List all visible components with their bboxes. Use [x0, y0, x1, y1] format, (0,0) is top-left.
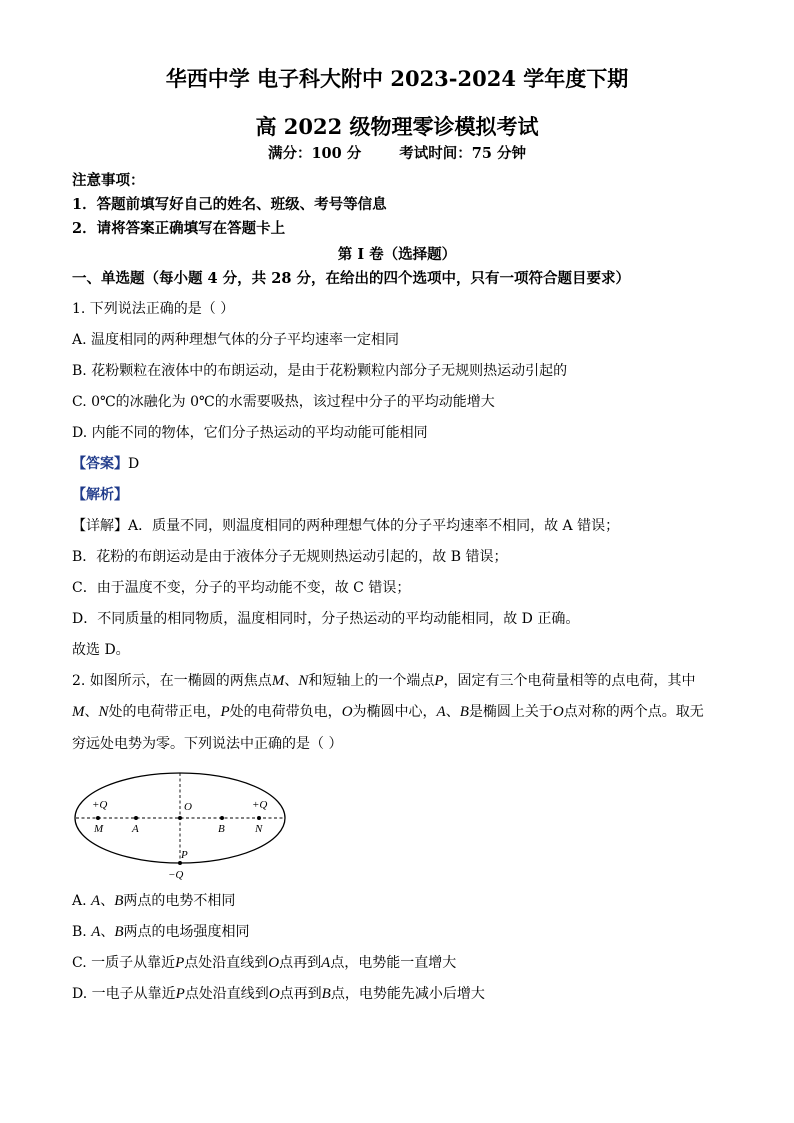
charge-label-left: +Q	[92, 799, 108, 811]
var: P	[175, 986, 185, 1002]
text: 、	[284, 673, 299, 689]
exam-info	[0, 147, 794, 162]
text: D. 一电子从靠近	[72, 986, 176, 1002]
q1-option-d: D. 内能不同的物体，它们分子热运动的平均动能可能相同	[72, 425, 428, 441]
var: P	[175, 955, 185, 971]
var: A	[91, 893, 101, 909]
notes-heading: 注意事项：	[72, 172, 145, 189]
text: 、	[445, 704, 460, 720]
full-score: 满分：100 分	[267, 145, 362, 162]
var: N	[298, 673, 309, 689]
var: O	[268, 955, 280, 971]
charge-label-bottom: −Q	[168, 869, 184, 881]
text: 、	[84, 704, 99, 720]
text: 、	[100, 924, 115, 940]
q1-option-a: A. 温度相同的两种理想气体的分子平均速率一定相同	[72, 332, 400, 348]
section-title: 第 I 卷（选择题）	[337, 246, 457, 263]
label-a: A	[132, 823, 139, 835]
text: 点对称的两个点。取无	[563, 704, 704, 720]
q1-detail-line: C．由于温度不变，分子的平均动能不变，故 C 错误；	[72, 580, 411, 596]
text: 点，电势能一直增大	[330, 955, 457, 971]
text: 点，电势能先减小后增大	[330, 986, 485, 1002]
label-m: M	[94, 823, 104, 835]
charge-label-right: +Q	[252, 799, 268, 811]
var: O	[341, 704, 353, 720]
var: O	[552, 704, 564, 720]
var: A	[321, 955, 331, 971]
text: 2. 如图所示，在一椭圆的两焦点	[72, 673, 272, 689]
text: C. 一质子从靠近	[72, 955, 176, 971]
var: M	[271, 673, 285, 689]
text: 为椭圆中心，	[352, 704, 437, 720]
text: 、	[100, 893, 115, 909]
text: 点处沿直线到	[184, 986, 269, 1002]
q1-detail-line	[72, 519, 619, 533]
label-p: P	[181, 849, 188, 861]
text: 是椭圆上关于	[468, 704, 553, 720]
var: B	[459, 704, 469, 720]
point-b	[220, 816, 224, 820]
ellipse-charge-diagram	[72, 770, 302, 882]
point-o	[178, 816, 182, 820]
q1-option-b: B. 花粉颗粒在液体中的布朗运动，是由于花粉颗粒内部分子无规则热运动引起的	[72, 363, 568, 379]
note-item: 1．答题前填写好自己的姓名、班级、考号等信息	[72, 196, 387, 213]
q1-detail-line: B．花粉的布朗运动是由于液体分子无规则热运动引起的，故 B 错误；	[72, 549, 508, 565]
label-b: B	[218, 823, 225, 835]
point-m	[96, 816, 100, 820]
q2-option-d	[72, 987, 485, 1002]
q1-analysis-tag	[72, 488, 128, 502]
var: A	[436, 704, 446, 720]
label-o: O	[184, 801, 192, 813]
label-n: N	[255, 823, 263, 835]
text: 处的电荷带正电，	[108, 704, 221, 720]
point-a	[134, 816, 138, 820]
text: 点再到	[279, 955, 322, 971]
var: A	[91, 924, 101, 940]
var: O	[268, 986, 280, 1002]
var: P	[220, 704, 230, 720]
q2-stem-line2	[72, 705, 704, 720]
point-p	[178, 861, 182, 865]
text: ，固定有三个电荷量相等的点电荷，其中	[443, 673, 696, 689]
text: 点再到	[279, 986, 322, 1002]
exam-time: 考试时间：75 分钟	[399, 145, 527, 162]
text: 处的电荷带负电，	[229, 704, 342, 720]
q2-option-a	[72, 894, 235, 909]
var: B	[114, 893, 124, 909]
detail-text: A．质量不同，则温度相同的两种理想气体的分子平均速率不相同，故 A 错误；	[128, 518, 620, 534]
var: B	[114, 924, 124, 940]
var: M	[72, 704, 85, 720]
q2-option-b	[72, 925, 250, 940]
text: 两点的电势不相同	[123, 893, 236, 909]
note-item: 2．请将答案正确填写在答题卡上	[72, 220, 286, 237]
q1-answer	[72, 457, 139, 471]
var: B	[321, 986, 331, 1002]
exam-title-line2: 高 2022 级物理零诊模拟考试	[255, 114, 539, 139]
text: A.	[72, 893, 92, 909]
part-heading: 一、单选题（每小题 4 分，共 28 分，在给出的四个选项中，只有一项符合题目要求）	[72, 270, 630, 287]
q1-detail-line: D．不同质量的相同物质，温度相同时，分子热运动的平均动能相同，故 D 正确。	[72, 611, 580, 627]
q1-option-c: C. 0℃的冰融化为 0℃的水需要吸热，该过程中分子的平均动能增大	[72, 394, 495, 410]
q1-conclusion: 故选 D。	[72, 642, 130, 658]
q2-option-c	[72, 956, 456, 971]
var: P	[434, 673, 444, 689]
answer-tag: 【答案】	[72, 456, 128, 472]
q2-stem-line3: 穷远处电势为零。下列说法中正确的是（ ）	[72, 736, 343, 752]
q1-stem: 1. 下列说法正确的是（ ）	[72, 301, 235, 317]
answer-value: D	[128, 456, 140, 472]
text: 和短轴上的一个端点	[308, 673, 435, 689]
var: N	[98, 704, 109, 720]
text: 两点的电场强度相同	[123, 924, 250, 940]
detail-tag: 【详解】	[72, 518, 128, 534]
text: 点处沿直线到	[184, 955, 269, 971]
text: B.	[72, 924, 92, 940]
q2-stem-line1	[72, 674, 696, 689]
exam-title-line1: 华西中学 电子科大附中 2023-2024 学年度下期	[165, 66, 629, 91]
point-n	[257, 816, 261, 820]
analysis-tag: 【解析】	[72, 487, 128, 503]
